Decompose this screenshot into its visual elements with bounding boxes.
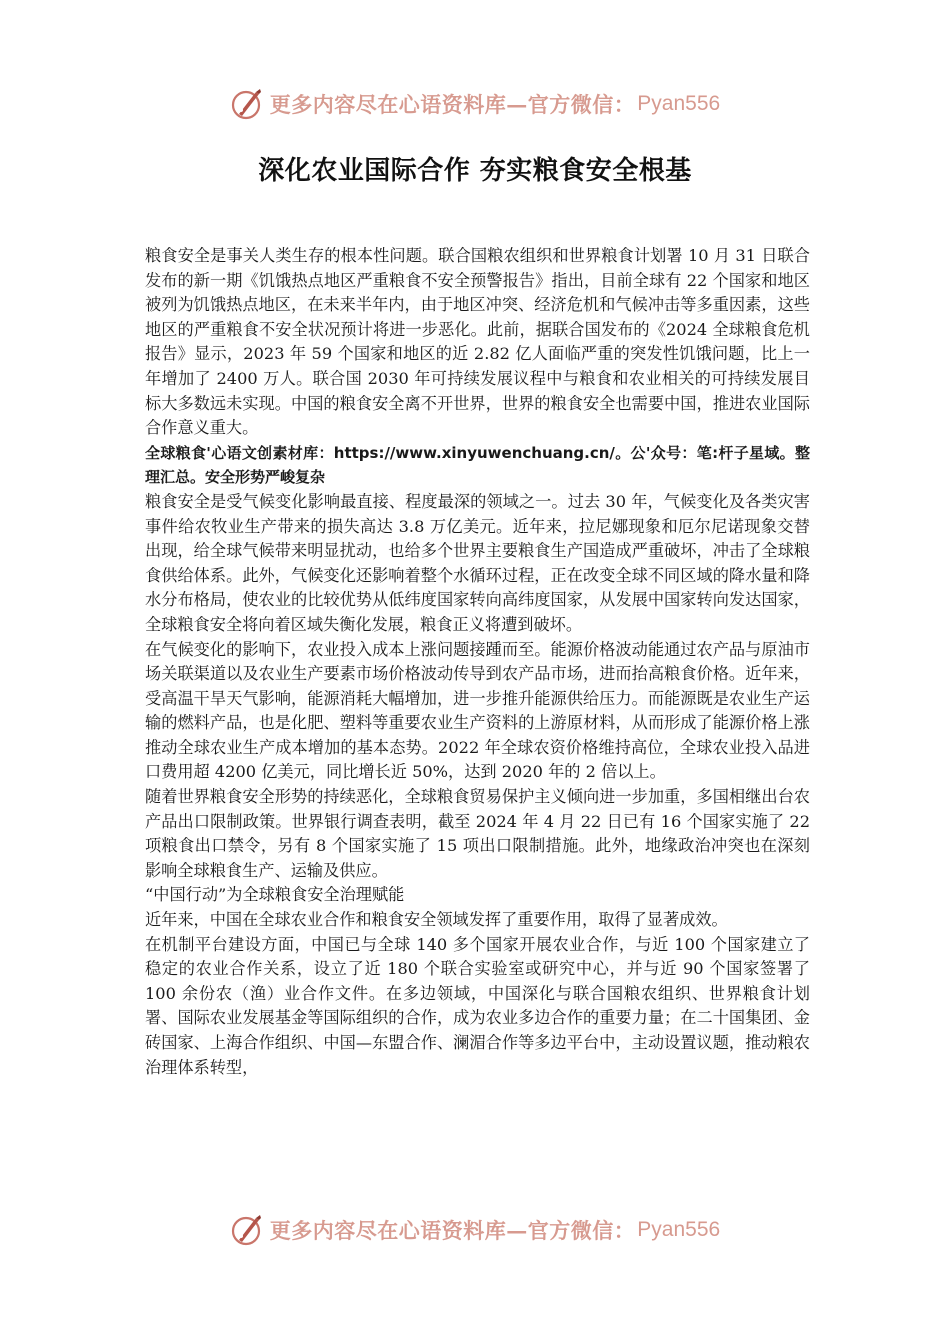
source-heading: 全球粮食'心语文创素材库：https://www.xinyuwenchuang.cn/。公'众号：笔:杆子星域。整理汇总。安全形势严峻复杂: [145, 443, 810, 487]
paragraph-mechanisms: 在机制平台建设方面，中国已与全球 140 多个国家开展农业合作，与近 100 个国家建立了稳定的农业合作关系，设立了近 180 个联合实验室或研究中心，并与近 90 个国家签署了 100 余份农（渔）业合作文件。在多边领域，中国深化与联合国粮农组织、世界粮食计划署、国际农业发展基金等国际组织的合作，成为农业多边合作的重要力量；在二十国集团、金砖国家、上海合作组织、中国—东盟合作、澜湄合作等多边平台中，主动设置议题，推动粮农治理体系转型，: [145, 934, 810, 1077]
header-banner: [0, 84, 950, 124]
paragraph-china-role: 近年来，中国在全球农业合作和粮食安全领域发挥了重要作用，取得了显著成效。: [145, 910, 728, 930]
page-title: 深化农业国际合作 夯实粮食安全根基: [258, 156, 692, 186]
paragraph-climate: 粮食安全是受气候变化影响最直接、程度最深的领域之一。过去 30 年，气候变化及各类灾害事件给农牧业生产带来的损失高达 3.8 万亿美元。近年来，拉尼娜现象和厄尔尼诺现象交替出现，给全球气候带来明显扰动，也给多个世界主要粮食生产国造成严重破坏，冲击了全球粮食供给体系。此外，气候变化还影响着整个水循环过程，正在改变全球不同区域的降水量和降水分布格局，使农业的比较优势从低纬度国家转向高纬度国家，从发展中国家转向发达国家，全球粮食安全将向着区域失衡化发展，粮食正义将遭到破坏。: [145, 491, 810, 634]
banner-text: 更多内容尽在心语资料库—官方微信：: [269, 1218, 636, 1243]
banner-wechat-id: Pyan556: [637, 1218, 721, 1241]
paragraph-intro: 粮食安全是事关人类生存的根本性问题。联合国粮农组织和世界粮食计划署 10 月 31 日联合发布的新一期《饥饿热点地区严重粮食不安全预警报告》指出，目前全球有 22 个国家和地区被列为饥饿热点地区，在未来半年内，由于地区冲突、经济危机和气候冲击等多重因素，这些地区的严重粮食不安全状况预计将进一步恶化。此前，据联合国发布的《2024 全球粮食危机报告》显示，2023 年 59 个国家和地区的近 2.82 亿人面临严重的突发性饥饿问题，比上一年增加了 2400 万人。联合国 2030 年可持续发展议程中与粮食和农业相关的可持续发展目标大多数远未实现。中国的粮食安全离不开世界，世界的粮食安全也需要中国，推进农业国际合作意义重大。: [145, 246, 810, 438]
article-body: [145, 244, 810, 1080]
pen-circle-logo-icon: [230, 87, 264, 121]
section-heading-china: “中国行动”为全球粮食安全治理赋能: [145, 885, 405, 905]
paragraph-trade: 随着世界粮食安全形势的持续恶化，全球粮食贸易保护主义倾向进一步加重，多国相继出台农产品出口限制政策。世界银行调查表明，截至 2024 年 4 月 22 日已有 16 个国家实施了 22 项粮食出口禁令，另有 8 个国家实施了 15 项出口限制措施。此外，地缘政治冲突也在深刻影响全球粮食生产、运输及供应。: [145, 787, 810, 880]
banner-wechat-id: Pyan556: [637, 92, 721, 115]
paragraph-costs: 在气候变化的影响下，农业投入成本上涨问题接踵而至。能源价格波动能通过农产品与原油市场关联渠道以及农业生产要素市场价格波动传导到农产品市场，进而抬高粮食价格。近年来，受高温干旱天气影响，能源消耗大幅增加，进一步推升能源供给压力。而能源既是农业生产运输的燃料产品，也是化肥、塑料等重要农业生产资料的上游原材料，从而形成了能源价格上涨推动全球农业生产成本增加的基本态势。2022 年全球农资价格维持高位，全球农业投入品进口费用超 4200 亿美元，同比增长近 50%，达到 2020 年的 2 倍以上。: [145, 639, 810, 782]
pen-circle-logo-icon: [230, 1213, 264, 1247]
footer-banner: [0, 1210, 950, 1250]
banner-text: 更多内容尽在心语资料库—官方微信：: [269, 92, 636, 117]
